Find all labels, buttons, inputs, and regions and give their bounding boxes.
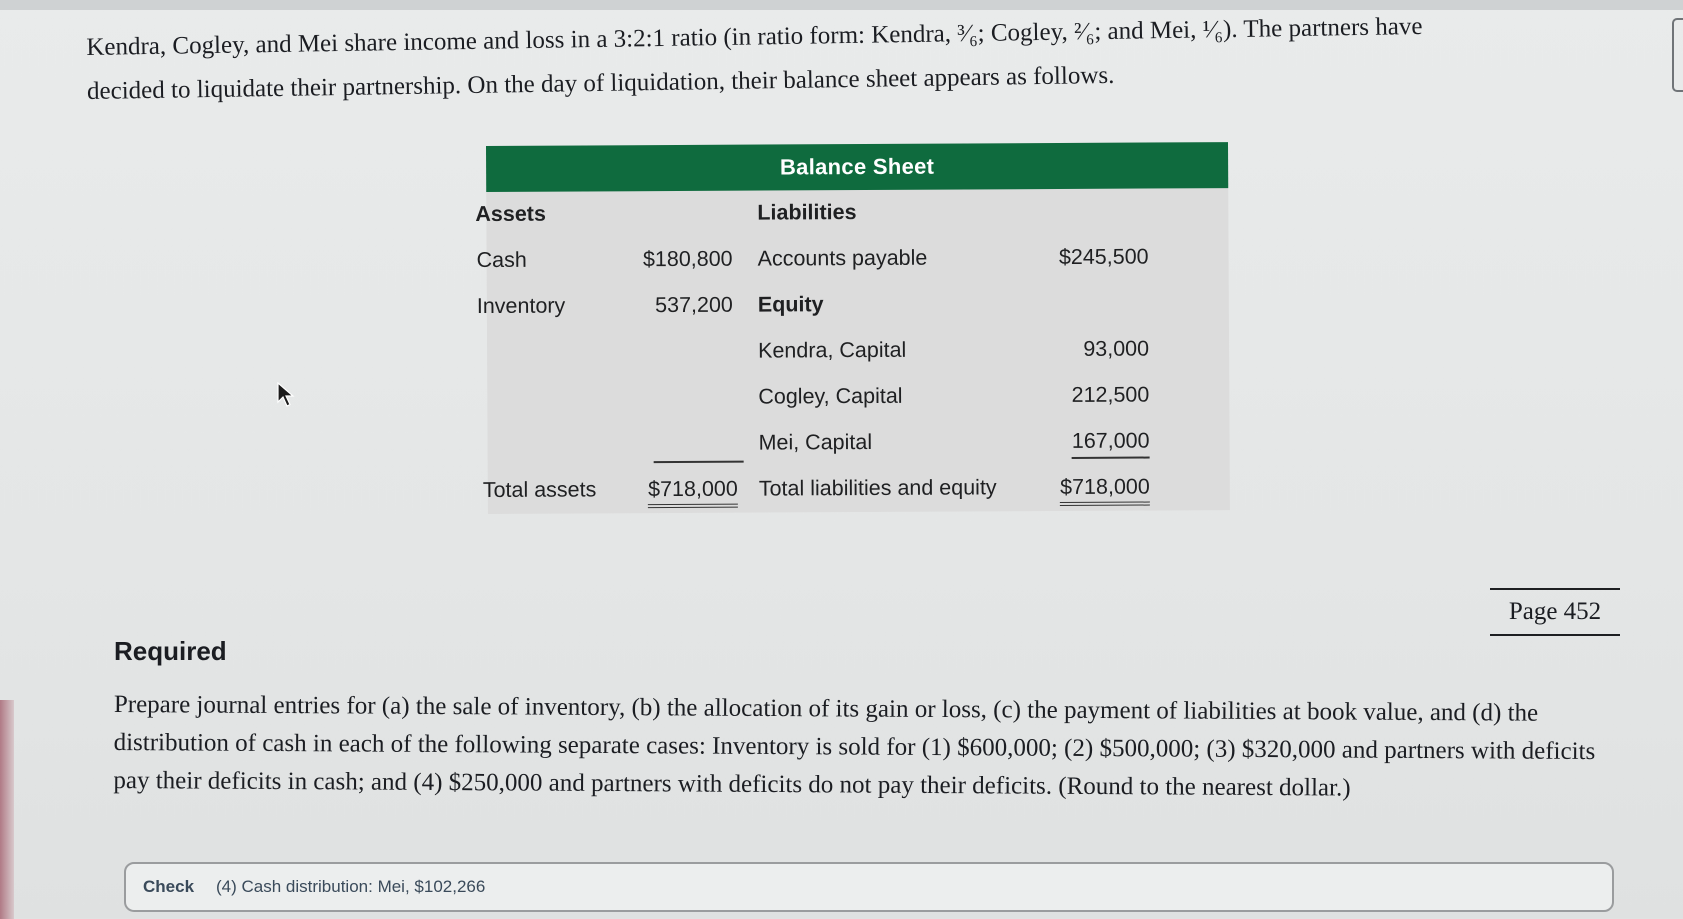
total-assets-value-wrap — [588, 477, 738, 503]
cogley-capital-label: Cogley, Capital — [758, 383, 903, 409]
intro-line-1: Kendra, Cogley, and Mei share income and loss in a 3:2:1 ratio (in ratio form: Kendra, ³⁄₆; Cogley, ²⁄₆; and Mei, ¹⁄₆). The partners have — [86, 13, 1423, 61]
kendra-capital-value: 93,000 — [1083, 336, 1150, 361]
kendra-capital-label: Kendra, Capital — [758, 337, 907, 363]
asset-inventory-value: 537,200 — [655, 292, 733, 318]
check-box — [124, 862, 1614, 912]
asset-inventory-label: Inventory — [476, 293, 566, 319]
page-number: Page 452 — [1490, 588, 1620, 636]
mei-capital-value-wrap — [987, 429, 1149, 455]
balance-sheet-table — [475, 142, 1230, 514]
total-le-value: $718,000 — [1060, 475, 1150, 506]
accounts-payable-value: $245,500 — [1058, 244, 1149, 270]
equity-header: Equity — [757, 292, 824, 317]
accounts-payable-label: Accounts payable — [757, 245, 928, 271]
right-frame-edge — [1672, 18, 1683, 92]
required-title: Required — [114, 636, 227, 666]
total-assets-label: Total assets — [482, 477, 597, 503]
check-text: (4) Cash distribution: Mei, $102,266 — [216, 877, 486, 896]
total-le-value-wrap — [988, 475, 1150, 501]
assets-subtotal-line — [654, 461, 744, 463]
mouse-cursor-icon — [276, 382, 296, 408]
left-edge-shadow — [0, 700, 14, 919]
total-le-label: Total liabilities and equity — [758, 475, 997, 501]
problem-intro — [86, 2, 1587, 114]
liabilities-header: Liabilities — [757, 200, 857, 225]
total-assets-value: $718,000 — [648, 477, 738, 508]
asset-cash-value: $180,800 — [642, 246, 733, 272]
balance-sheet-title: Balance Sheet — [486, 142, 1228, 192]
mei-capital-value: 167,000 — [1072, 429, 1150, 459]
assets-header: Assets — [475, 201, 546, 227]
intro-line-2: decided to liquidate their partnership. On the day of liquidation, their balance sheet appears as follows. — [86, 61, 1115, 105]
cogley-capital-value: 212,500 — [1071, 382, 1150, 407]
asset-cash-label: Cash — [476, 247, 527, 273]
required-text: Prepare journal entries for (a) the sale of inventory, (b) the allocation of its gain or loss, (c) the payment of liabilities at book value, and (d) the distribution of cash in each of the following separate cases: Inventory is sold for (1) $600,000; (2) $500,000; (3) $320,000 and partners with deficits pay their deficits in cash; and (4) $250,000 and partners with deficits do not pay their deficits. (Round to the nearest dollar.) — [113, 690, 1596, 802]
mei-capital-label: Mei, Capital — [758, 429, 873, 455]
check-label: Check — [143, 877, 195, 896]
